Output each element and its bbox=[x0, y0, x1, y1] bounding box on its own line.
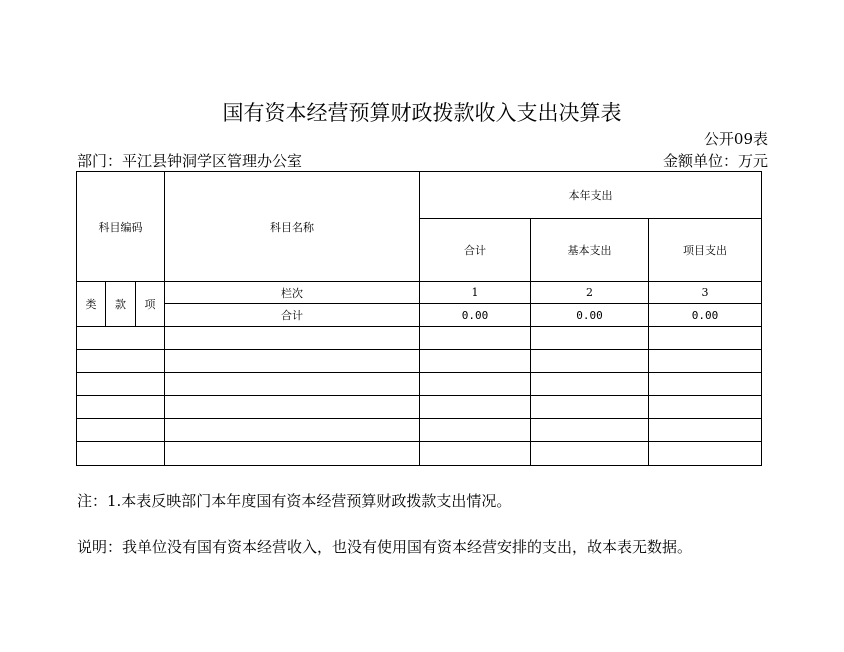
total-value: 0.00 bbox=[649, 304, 762, 327]
table-row bbox=[77, 373, 762, 396]
total-row-label: 合计 bbox=[165, 304, 420, 327]
note-2: 说明：我单位没有国有资本经营收入，也没有使用国有资本经营安排的支出，故本表无数据。 bbox=[77, 538, 693, 556]
amount-unit-label: 金额单位：万元 bbox=[662, 152, 768, 170]
expenditure-table bbox=[76, 171, 762, 466]
table-row bbox=[77, 442, 762, 466]
note-1: 注：1.本表反映部门本年度国有资本经营预算财政拨款支出情况。 bbox=[77, 492, 512, 510]
header-current-year-expenditure: 本年支出 bbox=[420, 172, 762, 219]
total-value: 0.00 bbox=[531, 304, 649, 327]
department-label: 部门：平江县钟洞学区管理办公室 bbox=[77, 152, 303, 170]
table-number: 公开09表 bbox=[703, 130, 768, 148]
row-index-label: 栏次 bbox=[165, 282, 420, 304]
row-index-value: 2 bbox=[531, 282, 649, 304]
header-basic-expenditure: 基本支出 bbox=[531, 219, 649, 282]
page-title: 国有资本经营预算财政拨款收入支出决算表 bbox=[222, 101, 622, 125]
header-project-expenditure: 项目支出 bbox=[649, 219, 762, 282]
row-index-value: 1 bbox=[420, 282, 531, 304]
header-section: 款 bbox=[106, 282, 136, 327]
table-row bbox=[77, 327, 762, 350]
table-row bbox=[77, 350, 762, 373]
total-value: 0.00 bbox=[420, 304, 531, 327]
header-total: 合计 bbox=[420, 219, 531, 282]
header-subject-name: 科目名称 bbox=[165, 172, 420, 282]
table-row bbox=[77, 419, 762, 442]
header-item: 项 bbox=[136, 282, 165, 327]
header-category: 类 bbox=[77, 282, 106, 327]
table-row bbox=[77, 396, 762, 419]
header-subject-code: 科目编码 bbox=[77, 172, 165, 282]
row-index-value: 3 bbox=[649, 282, 762, 304]
